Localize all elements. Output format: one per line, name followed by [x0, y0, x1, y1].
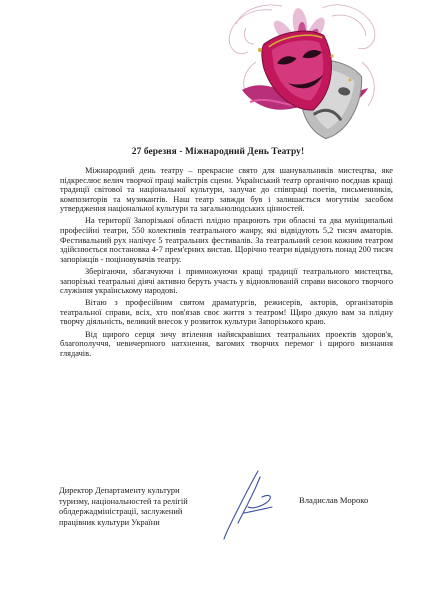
paragraph: Зберігаючи, збагачуючи і примножуючи кращі традиції театрального мистецтва, запорізькі театральні діячі активно беруть участь у відновлюваній справи високого творчого служіння українському народові. [60, 266, 393, 296]
paragraph: На території Запорізької області плідно працюють три обласні та два муніципальні професійні театри, 550 колективів театрального жанру, які відвідують 5,2 тисяч аматорів. Фестивальний рух налічує 5 театральних фестивалів. За театральний сезон кожним театром здійснюється постановка 4-7 прем'єрних вистав. Щорічно театри відвідують понад 200 тисяч запоріжців - поціновувачів театру. [60, 216, 393, 264]
theatre-masks-icon [212, 2, 388, 144]
signatory-position [59, 486, 219, 528]
paragraph: Від щирого серця зичу втілення найяскравіших театральних проектів здоров'я, благополуччя, невичерпного натхнення, вагомих творчих перемог і щирого визнання глядачів. [60, 329, 393, 358]
paragraph: Міжнародний день театру – прекрасне свято для шанувальників мистецтва, яке підкреслює велич творчої праці майстрів сцени. Український театр органічно поєднав кращі традиції світової та національної культури, залучає до співпраці поетів, письменників, композиторів та музикантів. Наш театр завжди був і залишається могутнім засобом утвердження національної культури та загальнолюдських цінностей. [60, 166, 393, 214]
position-line: облдержадміністрації, заслужений [59, 507, 183, 517]
greeting-body [60, 166, 393, 361]
position-line: працівник культури України [59, 517, 160, 527]
page-title: 27 березня - Міжнародний День Театру! [131, 147, 305, 157]
paragraph: Вітаю з професійним святом драматургів, режисерів, акторів, організаторів театральної справи, всіх, хто пов'язав своє життя з театром! Щиро дякую вам за плідну творчу діяльність, великий внесок у розвиток культури Запорізького краю. [60, 298, 393, 327]
position-line: туризму, національностей та релігій [59, 496, 188, 506]
signer-name: Владислав Мороко [299, 495, 369, 505]
handwritten-signature [220, 467, 280, 543]
position-line: Директор Департаменту культури [59, 486, 180, 495]
